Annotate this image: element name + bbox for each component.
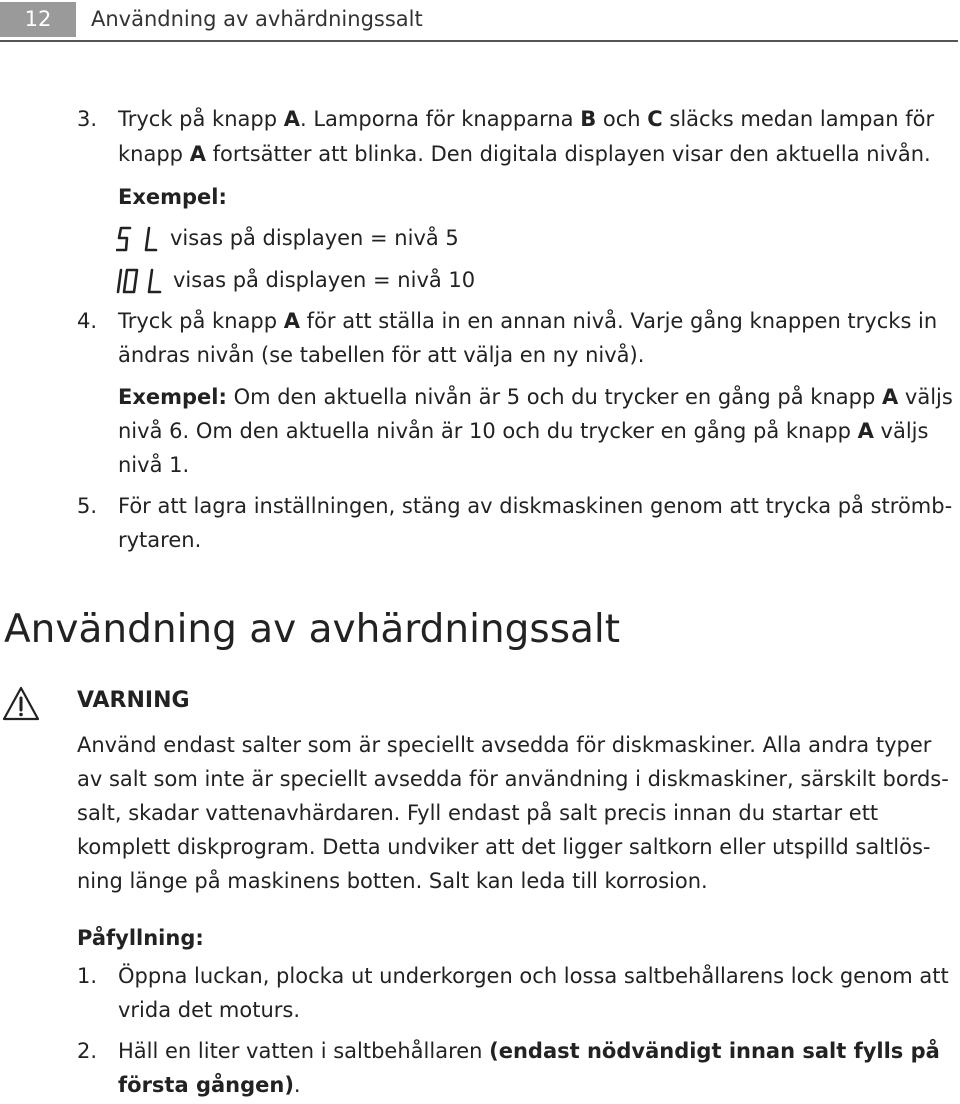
step-5-line-2: rytaren.	[118, 528, 202, 552]
example-label: Exempel:	[118, 385, 227, 409]
step-4-example-line-1	[118, 380, 953, 414]
step-4-number: 4.	[77, 309, 98, 333]
step-4-example-line-3: nivå 1.	[118, 453, 190, 477]
refill-step-2-line-2	[118, 1068, 301, 1102]
refill-step-1-line-1: Öppna luckan, plocka ut underkorgen och lossa saltbehållarens lock genom att	[118, 964, 949, 988]
page-header	[0, 0, 960, 40]
bold-note: första gången)	[118, 1073, 294, 1097]
text: Tryck på knapp	[118, 107, 284, 131]
step-3-number: 3.	[77, 107, 98, 131]
button-ref-b: B	[580, 107, 597, 131]
text: nivå 6. Om den aktuella nivån är 10 och du trycker en gång på knapp	[118, 419, 858, 443]
text: väljs	[873, 419, 929, 443]
text: .	[293, 1073, 301, 1097]
refill-step-2-line-1	[118, 1034, 940, 1068]
step-4-line-2: ändras nivån (se tabellen för att välja en ny nivå).	[118, 343, 645, 367]
text: Tryck på knapp	[118, 309, 284, 333]
button-ref-a: A	[283, 107, 300, 131]
page-number: 12	[0, 2, 76, 37]
lcd-display-10l-icon	[116, 268, 166, 294]
example-label: Exempel:	[118, 185, 227, 209]
warning-line-2: av salt som inte är speciellt avsedda för användning i diskmaskiner, särskilt bords-	[77, 767, 949, 791]
warning-line-3: salt, skadar vattenavhärdaren. Fyll endast på salt precis innan du startar ett	[77, 801, 879, 825]
button-ref-c: C	[647, 107, 663, 131]
header-divider	[0, 40, 958, 42]
lcd-display-5l-icon	[116, 226, 162, 252]
step-5-number: 5.	[77, 494, 98, 518]
section-title: Användning av avhärdningssalt	[4, 607, 621, 652]
warning-line-1: Använd endast salter som är speciellt avsedda för diskmaskiner. Alla andra typer	[77, 733, 932, 757]
bold-note: (endast nödvändigt innan salt fylls på	[489, 1039, 940, 1063]
text: Om den aktuella nivån är 5 och du trycker en gång på knapp	[226, 385, 882, 409]
button-ref-a: A	[881, 385, 899, 409]
text: släcks medan lampan för	[662, 107, 935, 131]
step-4-example-line-2	[118, 414, 928, 448]
text: Häll en liter vatten i saltbehållaren	[118, 1039, 490, 1063]
text: fortsätter att blinka. Den digitala displayen visar den aktuella nivån.	[205, 142, 931, 166]
display-10-text: visas på displayen = nivå 10	[173, 268, 476, 292]
refill-step-1-number: 1.	[77, 964, 98, 988]
button-ref-a: A	[857, 419, 874, 443]
button-ref-a: A	[283, 309, 300, 333]
button-ref-a: A	[189, 142, 206, 166]
warning-triangle-icon	[2, 686, 40, 722]
step-3-line-2	[118, 137, 931, 171]
refill-step-2-number: 2.	[77, 1039, 98, 1063]
display-5-text: visas på displayen = nivå 5	[170, 226, 459, 250]
text: . Lamporna för knapparna	[300, 107, 581, 131]
refill-step-1-line-2: vrida det moturs.	[118, 998, 301, 1022]
warning-line-4: komplett diskprogram. Detta undviker att det ligger saltkorn eller utspilld saltlös-	[77, 835, 931, 859]
header-title: Användning av avhärdningssalt	[91, 7, 423, 31]
text: för att ställa in en annan nivå. Varje gång knappen trycks in	[300, 309, 938, 333]
warning-line-5: ning länge på maskinens botten. Salt kan leda till korrosion.	[77, 869, 708, 893]
warning-heading: VARNING	[77, 688, 190, 713]
step-4-line-1	[118, 304, 937, 338]
step-3-line-1	[118, 102, 934, 136]
step-5-line-1: För att lagra inställningen, stäng av diskmaskinen genom att trycka på strömb-	[118, 494, 953, 518]
text: och	[596, 107, 648, 131]
refill-heading: Påfyllning:	[77, 926, 204, 950]
text: knapp	[118, 142, 190, 166]
text: väljs	[898, 385, 953, 409]
